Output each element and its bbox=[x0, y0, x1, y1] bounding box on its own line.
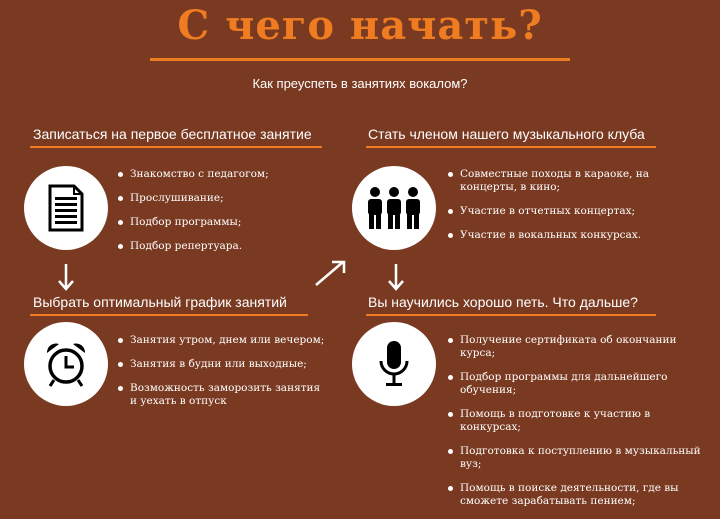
section-heading-music-club: Стать членом нашего музыкального клуба bbox=[368, 126, 645, 142]
list-item: Подбор программы для дальнейшего обучения; bbox=[448, 371, 710, 397]
list-item: Прослушивание; bbox=[118, 192, 328, 205]
section-list-schedule bbox=[118, 334, 326, 419]
section-heading-whats-next: Вы научились хорошо петь. Что дальше? bbox=[368, 294, 638, 310]
list-item: Участие в отчетных концертах; bbox=[448, 205, 670, 218]
list-item: Занятия в будни или выходные; bbox=[118, 358, 326, 371]
list-item: Участие в вокальных конкурсах. bbox=[448, 229, 670, 242]
page-subtitle: Как преуспеть в занятиях вокалом? bbox=[252, 76, 468, 91]
section-list-music-club bbox=[448, 168, 670, 253]
list-item: Подготовка к поступлению в музыкальный вуз; bbox=[448, 445, 710, 471]
section-underline bbox=[30, 146, 322, 148]
arrow-up-right-icon bbox=[312, 258, 348, 288]
list-item: Помощь в поиске деятельности, где вы сможете зарабатывать пением; bbox=[448, 482, 710, 508]
page-title: С чего начать? bbox=[177, 2, 543, 49]
microphone-icon bbox=[352, 322, 436, 406]
section-underline bbox=[366, 314, 656, 316]
list-item: Получение сертификата об окончании курса; bbox=[448, 334, 710, 360]
list-item: Занятия утром, днем или вечером; bbox=[118, 334, 326, 347]
arrow-down-icon bbox=[56, 262, 76, 292]
list-item: Помощь в подготовке к участию в конкурсах; bbox=[448, 408, 710, 434]
section-list-first-lesson bbox=[118, 168, 328, 264]
list-item: Знакомство с педагогом; bbox=[118, 168, 328, 181]
section-heading-first-lesson: Записаться на первое бесплатное занятие bbox=[33, 126, 312, 142]
arrow-down-icon bbox=[386, 262, 406, 292]
list-item: Возможность заморозить занятия и уехать в отпуск bbox=[118, 382, 326, 408]
document-icon bbox=[24, 166, 108, 250]
alarm-clock-icon bbox=[24, 322, 108, 406]
section-heading-schedule: Выбрать оптимальный график занятий bbox=[33, 294, 287, 310]
list-item: Совместные походы в караоке, на концерты, в кино; bbox=[448, 168, 670, 194]
section-underline bbox=[30, 314, 308, 316]
list-item: Подбор репертуара. bbox=[118, 240, 328, 253]
section-underline bbox=[366, 146, 656, 148]
people-icon bbox=[352, 166, 436, 250]
title-underline bbox=[150, 58, 570, 61]
section-list-whats-next bbox=[448, 334, 710, 519]
list-item: Подбор программы; bbox=[118, 216, 328, 229]
